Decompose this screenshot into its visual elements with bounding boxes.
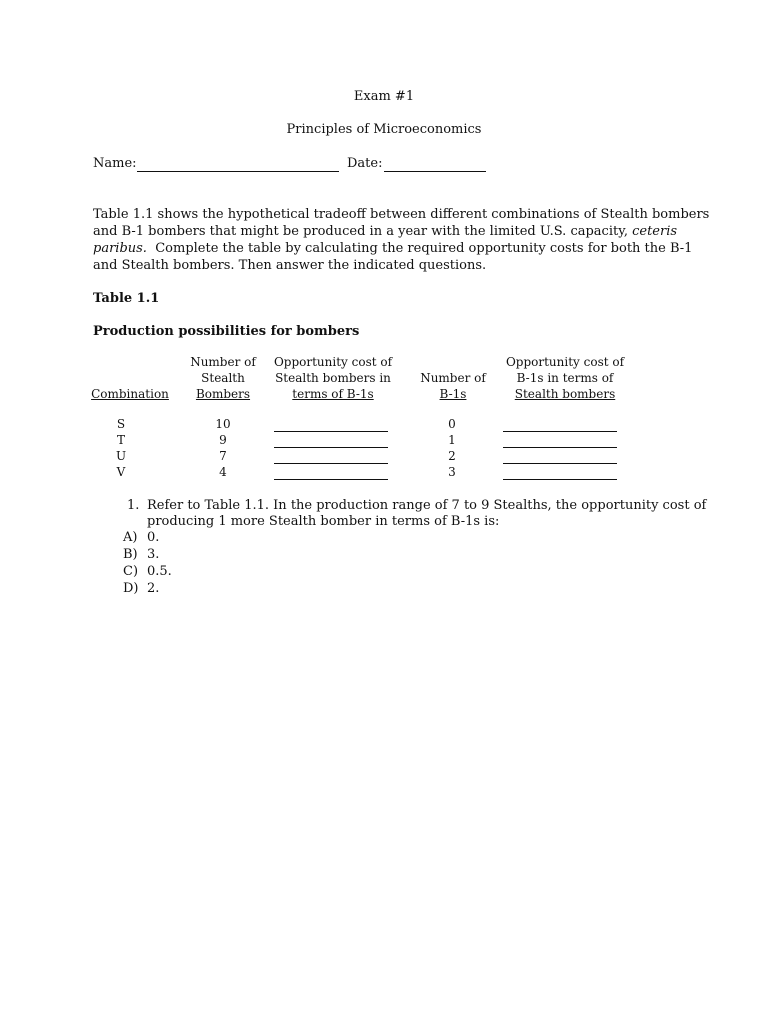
row-s-stealth: 10 xyxy=(215,417,231,431)
row-t-opp-stealth-blank[interactable] xyxy=(274,447,388,448)
row-v-b1: 3 xyxy=(448,465,456,479)
header-b1-line2: B-1s xyxy=(439,387,467,401)
intro-line-3-text: Complete the table by calculating the required opportunity costs for both the B-1 xyxy=(146,241,693,256)
row-u-combination: U xyxy=(115,449,127,463)
header-stealth-line1: Number of xyxy=(190,355,256,369)
row-v-stealth: 4 xyxy=(219,465,227,479)
choice-c-letter: C) xyxy=(123,564,139,579)
intro-line-4: and Stealth bombers. Then answer the indicated questions. xyxy=(93,258,487,273)
choice-d-letter: D) xyxy=(123,581,139,596)
header-opp-b1-line2: B-1s in terms of xyxy=(516,371,614,385)
choice-a-text: 0. xyxy=(147,530,160,545)
intro-line-1: Table 1.1 shows the hypothetical tradeoff between different combinations of Stealth bombers xyxy=(93,207,710,222)
row-v-opp-stealth-blank[interactable] xyxy=(274,479,388,480)
intro-paragraph xyxy=(93,206,710,274)
row-t-stealth: 9 xyxy=(219,433,227,447)
row-t-combination: T xyxy=(116,433,125,447)
row-s-b1: 0 xyxy=(448,417,456,431)
header-opp-b1-line3: Stealth bombers xyxy=(514,387,616,401)
row-t-opp-b1-blank[interactable] xyxy=(503,447,617,448)
intro-paribus: paribus. xyxy=(93,241,147,256)
question-text-line-1: Refer to Table 1.1. In the production range of 7 to 9 Stealths, the opportunity cost of xyxy=(147,498,707,513)
header-opp-stealth-line2: Stealth bombers in xyxy=(275,371,391,385)
row-s-opp-b1-blank[interactable] xyxy=(503,431,617,432)
row-s-combination: S xyxy=(116,417,126,431)
date-label: Date: xyxy=(347,156,383,171)
name-label: Name: xyxy=(93,156,137,171)
header-combination xyxy=(91,386,169,402)
choice-d-text: 2. xyxy=(147,581,160,596)
course-title: Principles of Microeconomics xyxy=(286,122,482,137)
header-stealth-line2: Stealth xyxy=(201,371,245,385)
intro-line-2 xyxy=(93,223,683,240)
table-caption: Production possibilities for bombers xyxy=(93,324,360,339)
choice-b-text: 3. xyxy=(147,547,160,562)
header-combination-text: Combination xyxy=(91,387,169,401)
header-opp-b1-line1: Opportunity cost of xyxy=(505,355,625,369)
row-v-combination: V xyxy=(116,465,126,479)
row-t-b1: 1 xyxy=(448,433,456,447)
row-u-b1: 2 xyxy=(448,449,456,463)
choice-b-letter: B) xyxy=(123,547,138,562)
header-b1 xyxy=(413,370,493,402)
choice-c-text: 0.5. xyxy=(147,564,172,579)
intro-line-3 xyxy=(93,240,693,257)
header-opp-stealth-line1: Opportunity cost of xyxy=(273,355,393,369)
question-text-line-2: producing 1 more Stealth bomber in terms of B-1s is: xyxy=(147,514,500,529)
header-opp-stealth xyxy=(273,354,393,402)
table-label: Table 1.1 xyxy=(93,291,160,306)
intro-ceteris: ceteris xyxy=(632,224,678,239)
row-v-opp-b1-blank[interactable] xyxy=(503,479,617,480)
header-opp-stealth-line3: terms of B-1s xyxy=(292,387,374,401)
date-blank[interactable] xyxy=(384,171,486,172)
row-u-opp-b1-blank[interactable] xyxy=(503,463,617,464)
intro-line-2-text: and B-1 bombers that might be produced in a year with the limited U.S. capacity, xyxy=(93,224,633,239)
row-u-stealth: 7 xyxy=(219,449,227,463)
header-b1-line1: Number of xyxy=(420,371,486,385)
exam-title: Exam #1 xyxy=(353,89,415,104)
header-stealth-line3: Bombers xyxy=(195,387,251,401)
header-stealth xyxy=(183,354,263,402)
question-number: 1. xyxy=(127,498,140,513)
choice-a-letter: A) xyxy=(123,530,138,545)
header-opp-b1 xyxy=(500,354,630,402)
name-blank[interactable] xyxy=(137,171,339,172)
row-s-opp-stealth-blank[interactable] xyxy=(274,431,388,432)
row-u-opp-stealth-blank[interactable] xyxy=(274,463,388,464)
